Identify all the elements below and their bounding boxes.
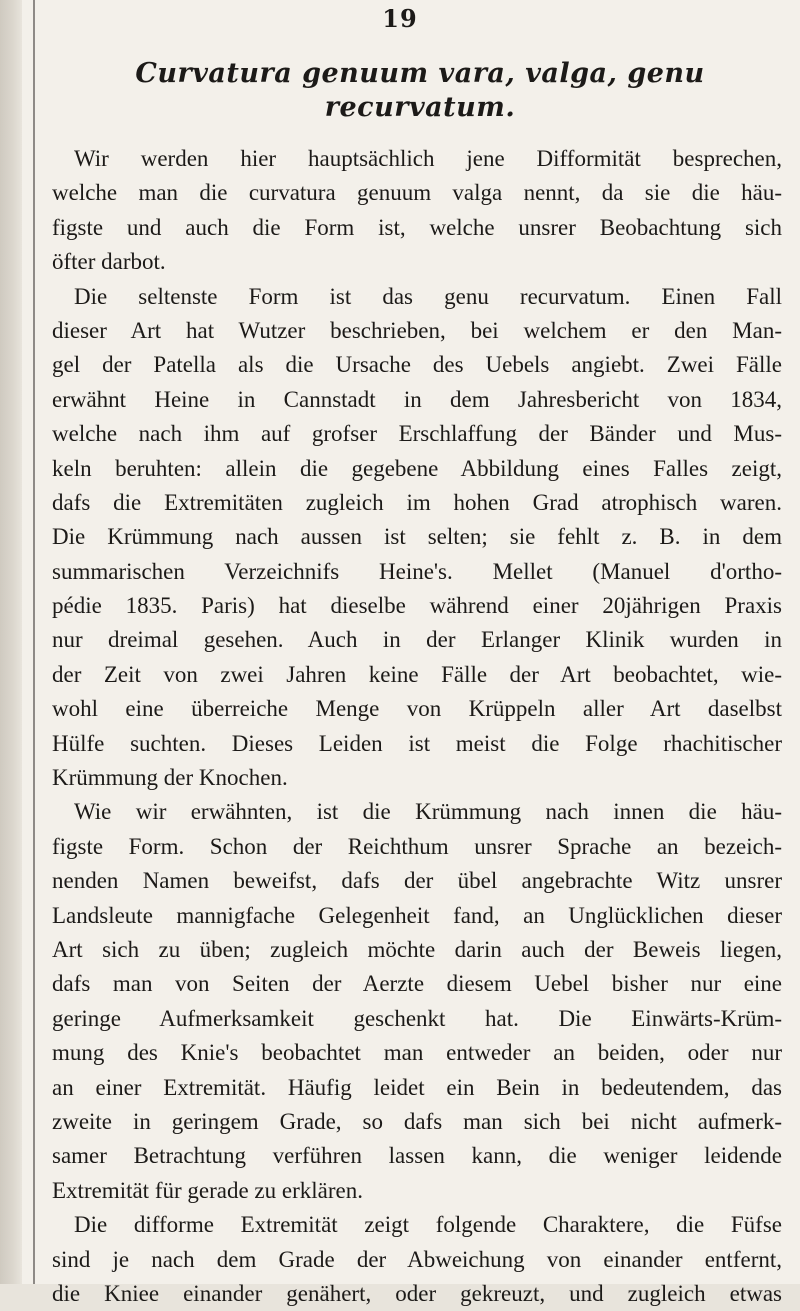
text-line: dafs die Extremitäten zugleich im hohen Grad atrophisch waren.: [52, 489, 782, 515]
text-line: Landsleute mannigfache Gelegenheit fand, an Unglücklichen dieser: [52, 902, 782, 928]
text-line: welche nach ihm auf grofser Erschlaffung der Bänder und Mus-: [52, 421, 782, 447]
text-line: wohl eine überreiche Menge von Krüppeln aller Art daselbst: [52, 696, 782, 722]
text-line: nenden Namen beweifst, dafs der übel angebrachte Witz unsrer: [52, 868, 782, 894]
text-line: summarischen Verzeichnifs Heine's. Mellet (Manuel d'ortho-: [52, 558, 782, 584]
text-line: welche man die curvatura genuum valga nennt, da sie die häu-: [52, 180, 782, 206]
text-line: figste und auch die Form ist, welche unsrer Beobachtung sich: [52, 214, 782, 240]
text-line: gel der Patella als die Ursache des Uebels angiebt. Zwei Fälle: [52, 352, 782, 378]
text-line: öfter darbot.: [52, 249, 166, 275]
page-number: 19: [382, 4, 418, 33]
text-line: mung des Knie's beobachtet man entweder an beiden, oder nur: [52, 1040, 782, 1066]
text-line: keln beruhten: allein die gegebene Abbildung eines Falles zeigt,: [52, 455, 782, 481]
binding-edge: [0, 0, 22, 1284]
text-line: Krümmung der Knochen.: [52, 765, 288, 791]
text-line: zweite in geringem Grade, so dafs man sich bei nicht aufmerk-: [52, 1108, 782, 1134]
section-title-line-1: Curvatura genuum vara, valga, genu: [135, 58, 705, 89]
body-text: [52, 142, 782, 1311]
text-line: der Zeit von zwei Jahren keine Fälle der Art beobachtet, wie-: [52, 661, 782, 687]
text-line: Wir werden hier hauptsächlich jene Difformität besprechen,: [74, 146, 782, 171]
text-line: sind je nach dem Grade der Abweichung von einander entfernt,: [52, 1246, 782, 1272]
text-line: figste Form. Schon der Reichthum unsrer Sprache an bezeich-: [52, 833, 782, 859]
text-line: Die Krümmung nach aussen ist selten; sie fehlt z. B. in dem: [52, 524, 782, 550]
margin-rule: [33, 0, 35, 1284]
text-line: dafs man von Seiten der Aerzte diesem Uebel bisher nur eine: [52, 971, 782, 997]
text-line: dieser Art hat Wutzer beschrieben, bei welchem er den Man-: [52, 317, 782, 343]
text-line: pédie 1835. Paris) hat dieselbe während einer 20jährigen Praxis: [52, 593, 782, 619]
text-line: nur dreimal gesehen. Auch in der Erlanger Klinik wurden in: [52, 627, 782, 653]
text-line: Die difforme Extremität zeigt folgende Charaktere, die Füfse: [74, 1212, 782, 1238]
section-title-line-2: recurvatum.: [324, 92, 516, 123]
text-line: samer Betrachtung verführen lassen kann, die weniger leidende: [52, 1143, 782, 1169]
text-line: erwähnt Heine in Cannstadt in dem Jahresbericht von 1834,: [52, 386, 782, 412]
text-line: die Kniee einander genähert, oder gekreuzt, und zugleich etwas: [52, 1280, 782, 1306]
text-line: Wie wir erwähnten, ist die Krümmung nach innen die häu-: [74, 799, 782, 825]
text-line: Die seltenste Form ist das genu recurvatum. Einen Fall: [74, 283, 782, 309]
text-line: an einer Extremität. Häufig leidet ein Bein in bedeutendem, das: [52, 1074, 782, 1100]
text-line: Art sich zu üben; zugleich möchte darin auch der Beweis liegen,: [52, 936, 782, 962]
text-line: Extremität für gerade zu erklären.: [52, 1177, 363, 1203]
text-line: geringe Aufmerksamkeit geschenkt hat. Die Einwärts-Krüm-: [52, 1005, 782, 1031]
text-line: Hülfe suchten. Dieses Leiden ist meist die Folge rhachitischer: [52, 730, 782, 756]
